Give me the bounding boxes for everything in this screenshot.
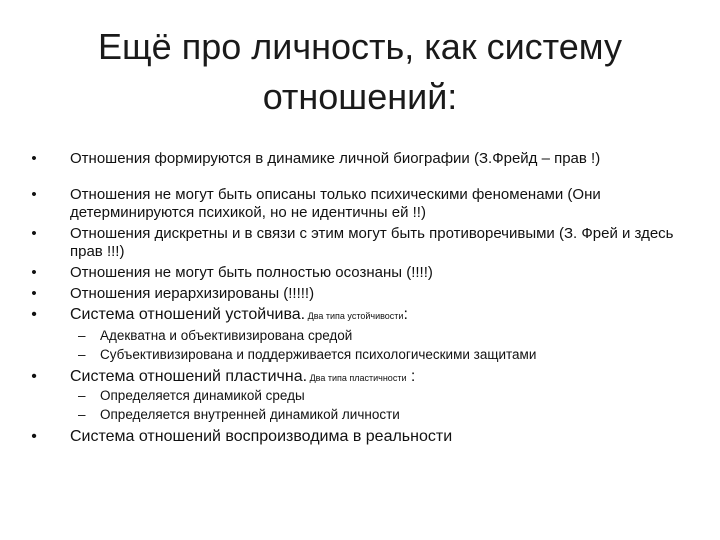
bullet-mark: • xyxy=(31,186,37,203)
slide-title xyxy=(40,22,680,122)
bullet-tail: : xyxy=(403,306,408,323)
bullet-mark: • xyxy=(31,225,37,242)
dash-mark: – xyxy=(78,347,86,362)
bullet-mark: • xyxy=(31,264,37,281)
bullet-tail: : xyxy=(406,368,416,385)
bullet-text: Отношения дискретны и в связи с этим могут быть противоречивыми (З. Фрей и здесь прав !!!) xyxy=(70,225,674,260)
bullet-mark: • xyxy=(31,285,37,302)
bullet-mark: • xyxy=(31,428,37,445)
bullet-mark: • xyxy=(31,150,37,167)
sub-item-text: Субъективизирована и поддерживается психологическими защитами xyxy=(100,347,537,362)
bullet-text: Система отношений пластична. xyxy=(70,368,308,385)
bullet-text: Система отношений воспроизводима в реальности xyxy=(70,428,453,445)
bullet-text-group xyxy=(70,368,695,387)
dash-mark: – xyxy=(78,407,86,422)
bullet-text-group xyxy=(70,306,695,325)
dash-mark: – xyxy=(78,328,86,343)
sub-item-text: Определяется внутренней динамикой личности xyxy=(100,407,400,422)
sub-item-text: Адекватна и объективизирована средой xyxy=(100,328,353,343)
slide-title-line-2: отношений: xyxy=(262,76,458,117)
sub-item-text: Определяется динамикой среды xyxy=(100,388,305,403)
bullet-text: Отношения иерархизированы (!!!!!) xyxy=(70,285,315,302)
bullet-text: Отношения формируются в динамике личной биографии (З.Фрейд – прав !) xyxy=(70,150,601,167)
bullet-mark: • xyxy=(31,368,37,385)
bullet-mark: • xyxy=(31,306,37,323)
bullet-text: Отношения не могут быть описаны только психическими феноменами (Они детерминируются психикой, но не идентичны ей !!) xyxy=(70,186,601,221)
bullet-note: Два типа устойчивости xyxy=(305,311,404,321)
slide-title-line-1: Ещё про личность, как систему xyxy=(98,26,622,67)
dash-mark: – xyxy=(78,388,86,403)
bullet-text: Система отношений устойчива. xyxy=(70,306,306,323)
bullet-note: Два типа пластичности xyxy=(307,373,407,383)
bullet-text: Отношения не могут быть полностью осознаны (!!!!) xyxy=(70,264,433,281)
